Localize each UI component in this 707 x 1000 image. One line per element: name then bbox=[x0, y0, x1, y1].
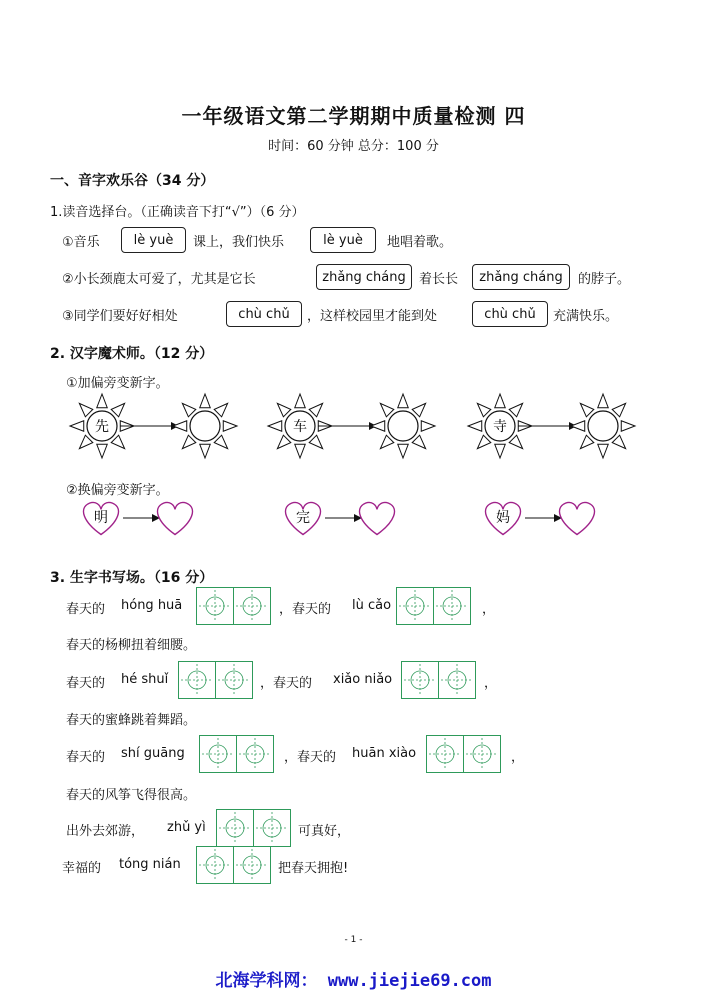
sun-answer bbox=[571, 394, 635, 458]
q3-l7-pinyin-1: zhǔ yì bbox=[167, 820, 206, 835]
writing-grid-cell[interactable] bbox=[426, 735, 464, 773]
q1-s1-text-b: 课上，我们快乐 bbox=[193, 235, 285, 250]
writing-grid-cell[interactable] bbox=[236, 735, 274, 773]
q3-l8-text-a: 幸福的 bbox=[62, 861, 102, 876]
q3-l1-pinyin-1: hóng huā bbox=[121, 598, 183, 613]
sun-answer bbox=[173, 394, 237, 458]
q1-s1-choice-2[interactable]: lè yuè bbox=[310, 227, 376, 253]
heart-character: 完 bbox=[296, 510, 310, 526]
writing-grid-cell[interactable] bbox=[463, 735, 501, 773]
q3-l1-text-c: ， bbox=[482, 602, 496, 617]
q1-s3-text-b: ，这样校园里才能到处 bbox=[307, 309, 438, 324]
writing-grid-cell[interactable] bbox=[253, 809, 291, 847]
q3-l3-text-b: ，春天的 bbox=[260, 676, 313, 691]
q3-l5-text-c: ， bbox=[511, 750, 525, 765]
writing-grid-cell[interactable] bbox=[196, 587, 234, 625]
sun-diagram bbox=[0, 390, 707, 470]
writing-grid-cell[interactable] bbox=[196, 846, 234, 884]
q3-l5-text-b: ，春天的 bbox=[284, 750, 337, 765]
question-1-heading: 1.读音选择台。（正确读音下打“√”）（6 分） bbox=[50, 205, 305, 220]
q3-l6: 春天的风筝飞得很高。 bbox=[66, 788, 197, 803]
question-3-heading: 3. 生字书写场。（16 分） bbox=[50, 570, 214, 586]
page-number: - 1 - bbox=[344, 935, 363, 945]
q3-l3-text-a: 春天的 bbox=[66, 676, 106, 691]
q1-s2-text-a: ②小长颈鹿太可爱了，尤其是它长 bbox=[62, 272, 256, 287]
sun-answer bbox=[371, 394, 435, 458]
writing-grid-cell[interactable] bbox=[396, 587, 434, 625]
q1-s1-text-a: ①音乐 bbox=[62, 235, 100, 250]
q3-l1-pinyin-2: lù cǎo bbox=[352, 598, 392, 613]
writing-grid-cell[interactable] bbox=[199, 735, 237, 773]
q3-l7-text-a: 出外去郊游， bbox=[66, 824, 145, 839]
writing-grid-cell[interactable] bbox=[438, 661, 476, 699]
heart-diagram bbox=[0, 494, 707, 544]
q3-l7-text-b: 可真好， bbox=[298, 824, 351, 839]
q1-s3-choice-1[interactable]: chù chǔ bbox=[226, 301, 302, 327]
q1-s1-text-c: 地唱着歌。 bbox=[387, 235, 453, 250]
heart-character: 妈 bbox=[496, 510, 510, 526]
heart-answer bbox=[360, 502, 395, 534]
q1-s3-text-c: 充满快乐。 bbox=[553, 309, 619, 324]
q3-l3-pinyin-2: xiǎo niǎo bbox=[333, 672, 393, 687]
q3-l5-pinyin-2: huān xiào bbox=[352, 746, 417, 761]
writing-grid-cell[interactable] bbox=[233, 587, 271, 625]
writing-grid-cell[interactable] bbox=[401, 661, 439, 699]
writing-grid-cell[interactable] bbox=[178, 661, 216, 699]
q3-l4: 春天的蜜蜂跳着舞蹈。 bbox=[66, 713, 197, 728]
q2-sub2-label: ②换偏旁变新字。 bbox=[66, 483, 169, 498]
q3-l3-pinyin-1: hé shuǐ bbox=[121, 672, 169, 687]
q3-l3-text-c: ， bbox=[484, 676, 498, 691]
sun-character: 寺 bbox=[493, 419, 507, 435]
watermark-site: 北海学科网： www.jiejie69.com bbox=[215, 971, 492, 991]
writing-grid-cell[interactable] bbox=[233, 846, 271, 884]
q1-s2-choice-2[interactable]: zhǎng cháng bbox=[472, 264, 570, 290]
heart-answer bbox=[560, 502, 595, 534]
q1-s1-choice-1[interactable]: lè yuè bbox=[121, 227, 186, 253]
q3-l8-text-b: 把春天拥抱! bbox=[278, 861, 349, 876]
q3-l1-text-a: 春天的 bbox=[66, 602, 106, 617]
heart-answer bbox=[158, 502, 193, 534]
section-heading: 一、音字欢乐谷（34 分） bbox=[50, 173, 215, 189]
q1-s2-text-b: 着长长 bbox=[419, 272, 459, 287]
exam-info: 时间：60 分钟 总分：100 分 bbox=[268, 139, 439, 154]
q1-s3-choice-2[interactable]: chù chǔ bbox=[472, 301, 548, 327]
q1-s2-text-c: 的脖子。 bbox=[578, 272, 631, 287]
question-2-heading: 2. 汉字魔术师。（12 分） bbox=[50, 346, 214, 362]
writing-grid-cell[interactable] bbox=[216, 809, 254, 847]
q3-l5-pinyin-1: shí guāng bbox=[121, 746, 185, 761]
q1-s3-text-a: ③同学们要好好相处 bbox=[62, 309, 178, 324]
writing-grid-cell[interactable] bbox=[215, 661, 253, 699]
q3-l1-text-b: ，春天的 bbox=[279, 602, 332, 617]
q2-sub1-label: ①加偏旁变新字。 bbox=[66, 376, 169, 391]
page-title: 一年级语文第二学期期中质量检测 四 bbox=[181, 104, 526, 128]
q3-l5-text-a: 春天的 bbox=[66, 750, 106, 765]
sun-character: 车 bbox=[293, 419, 307, 435]
q3-l8-pinyin-1: tóng nián bbox=[119, 857, 181, 872]
q3-l2: 春天的杨柳扭着细腰。 bbox=[66, 638, 197, 653]
sun-character: 先 bbox=[95, 419, 109, 435]
writing-grid-cell[interactable] bbox=[433, 587, 471, 625]
q1-s2-choice-1[interactable]: zhǎng cháng bbox=[316, 264, 412, 290]
heart-character: 明 bbox=[94, 510, 108, 526]
